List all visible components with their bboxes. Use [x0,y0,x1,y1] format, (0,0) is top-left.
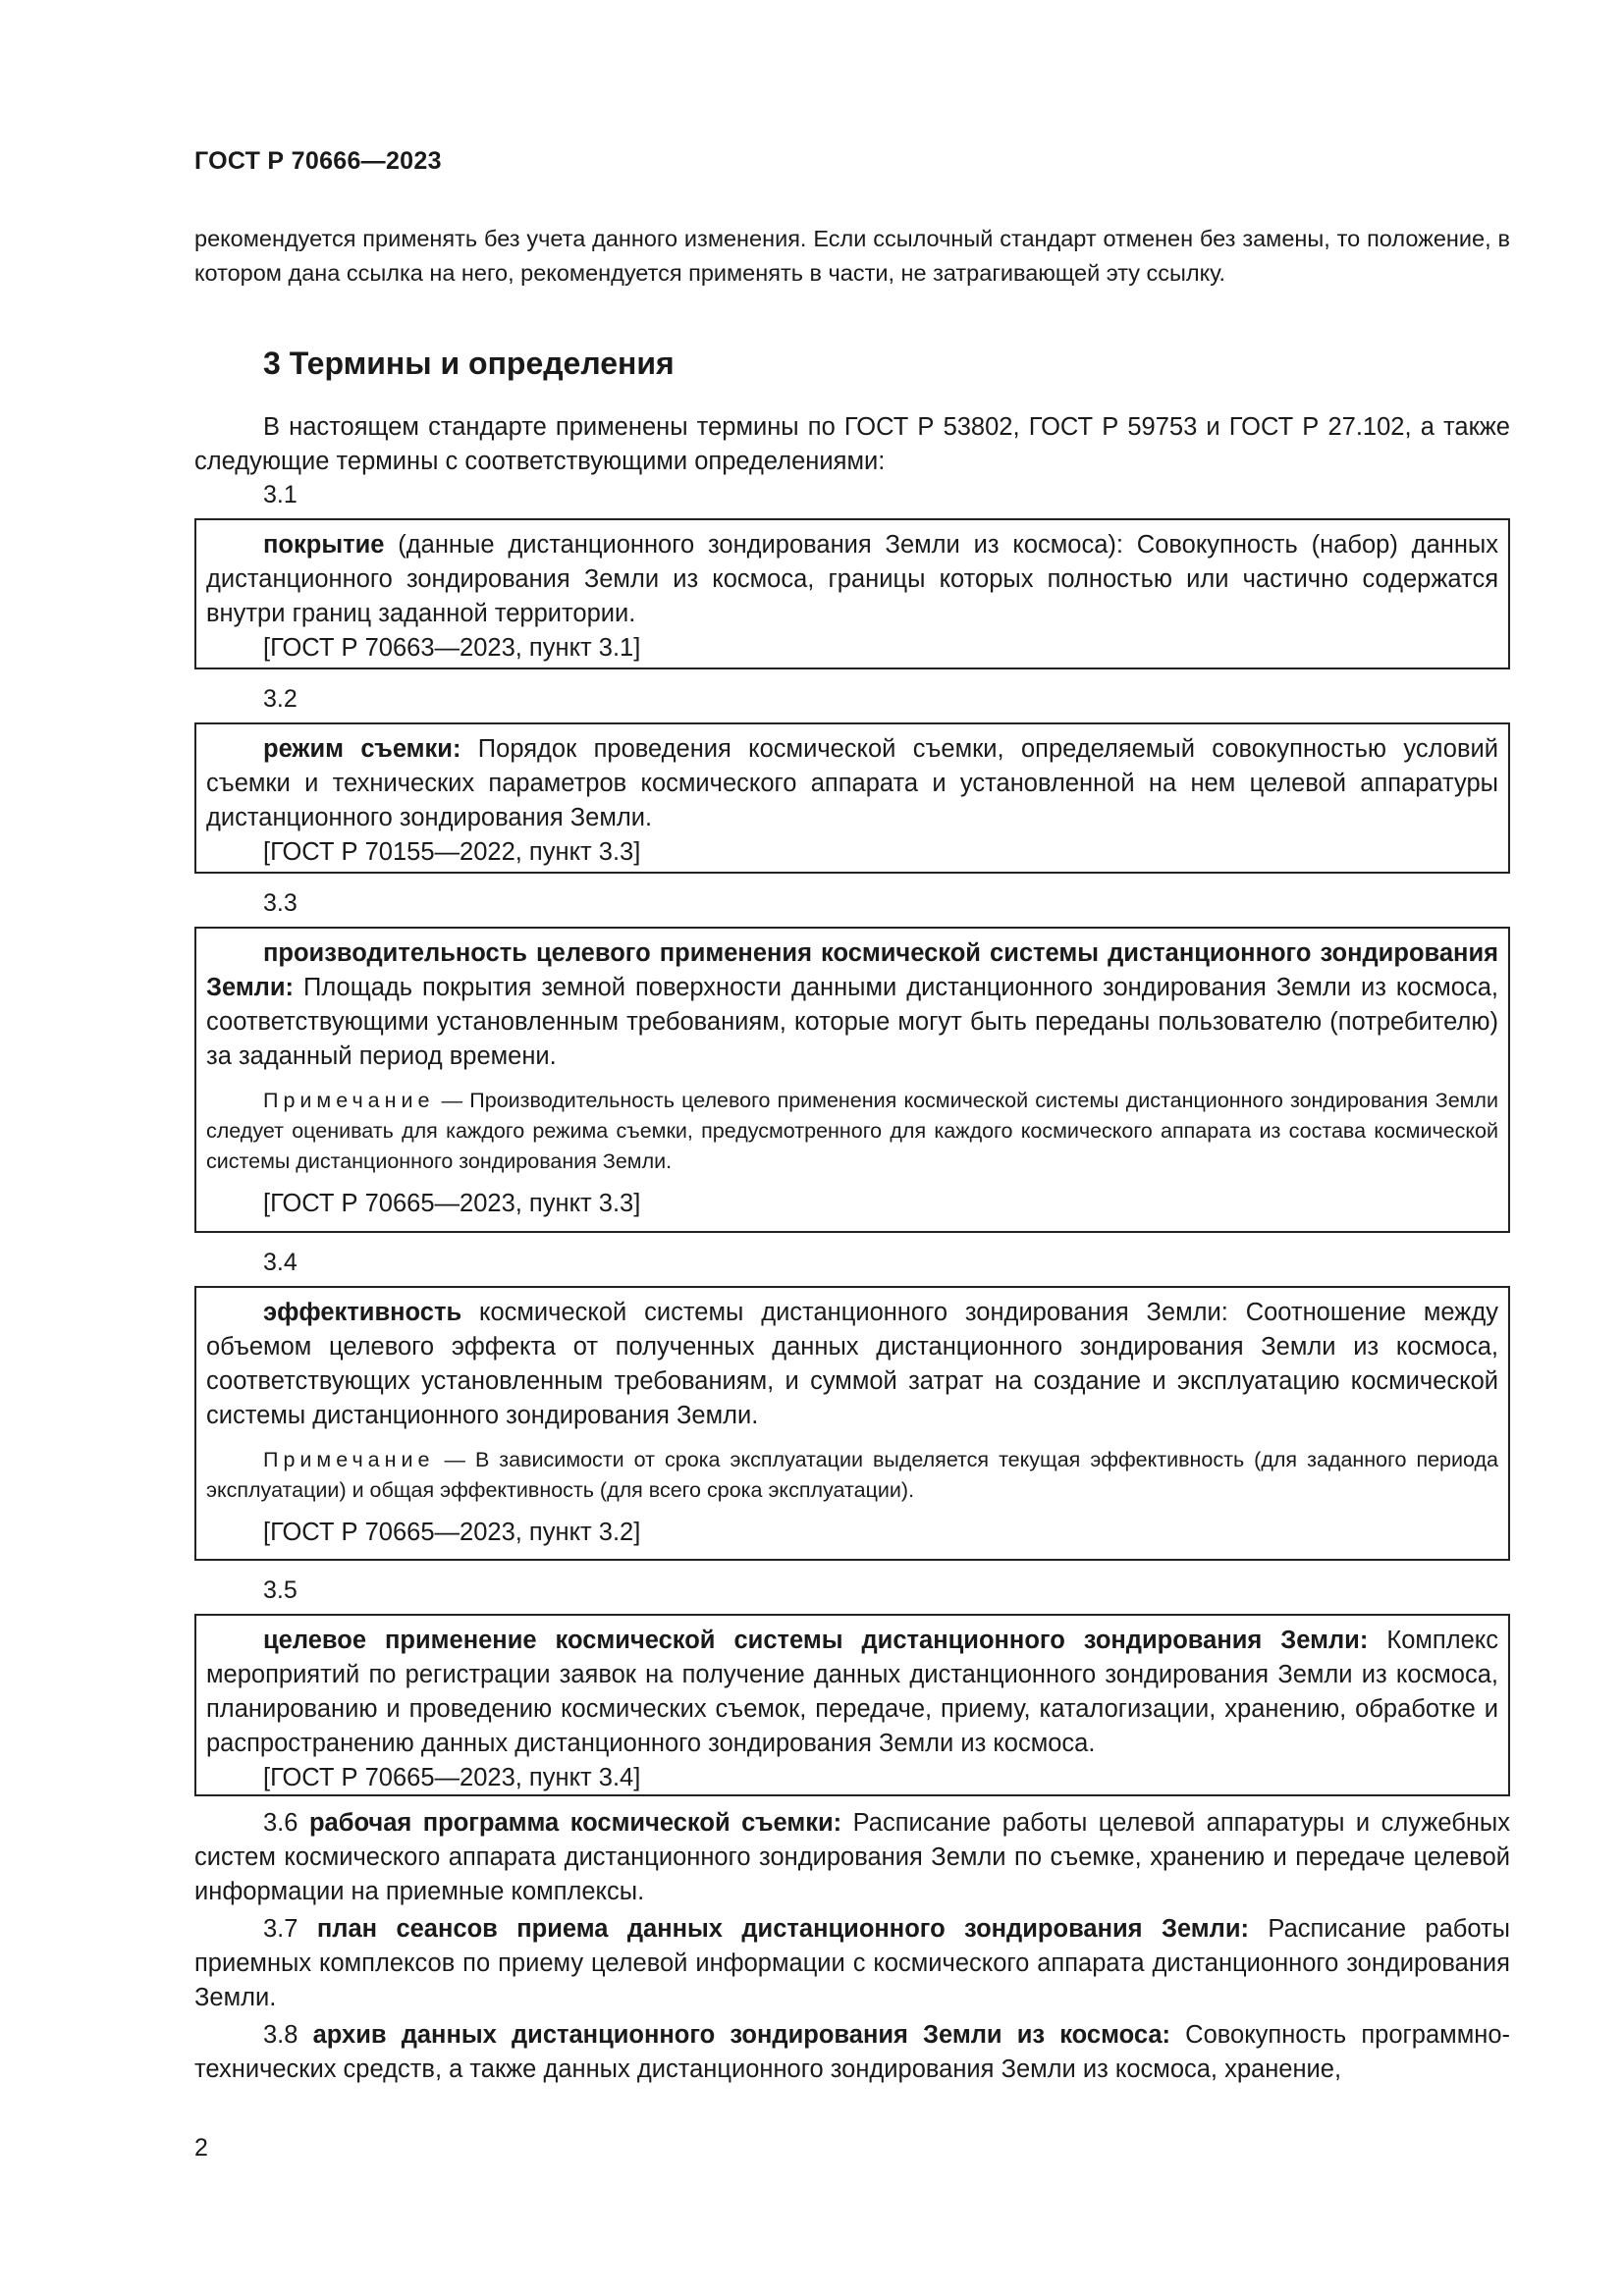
term-definition [206,1296,1498,1433]
term-text: Порядок проведения космической съемки, определяемый совокупностью условий съемки и технических параметров космического аппарата и установленной на нем целевой аппаратуры дистанционного зондирования Земли. [206,735,1498,831]
term-definition [206,936,1498,1074]
term-box-3-5 [194,1614,1510,1796]
term-definition [206,732,1498,835]
term-3-7 [194,1912,1510,2015]
term-text: Совокупность программно-технических средств, а также данных дистанционного зондирования Земли из космоса, хранение, [194,2021,1510,2083]
term-3-6 [194,1806,1510,1909]
term-definition [206,1624,1498,1761]
term-number: 3.1 [263,481,298,508]
term-number: 3.2 [263,685,298,713]
term-text: Расписание работы приемных комплексов по приему целевой информации с космического аппарата дистанционного зондирования Земли. [194,1915,1510,2011]
page-number: 2 [194,2134,208,2162]
term-source: [ГОСТ Р 70665—2023, пункт 3.2] [263,1519,641,1546]
term-box-3-4 [194,1286,1510,1561]
term-name: план сеансов приема данных дистанционного зондирования Земли: [316,1915,1250,1943]
term-name: рабочая программа космической съемки: [308,1809,842,1837]
term-text: (данные дистанционного зондирования Земли из космоса): Совокупность (набор) данных дистанционного зондирования Земли из космоса, границы которых полностью или частично содержатся внутри границ заданной территории. [206,531,1498,627]
term-3-8 [194,2018,1510,2087]
note-text: — Производительность целевого применения космической системы дистанционного зондирования Земли следует оценивать для каждого режима съемки, предусмотренного для каждого космического аппарата из состава космической системы дистанционного зондирования Земли. [206,1089,1498,1173]
intro-paragraph: рекомендуется применять без учета данного изменения. Если ссылочный стандарт отменен без замены, то положение, в котором дана ссылка на него, рекомендуется применять в части, не затрагивающей эту ссылку. [194,226,1510,286]
document-header: ГОСТ Р 70666—2023 [194,147,442,175]
term-name: режим съемки: [263,735,461,763]
term-source: [ГОСТ Р 70665—2023, пункт 3.3] [263,1190,641,1217]
term-number: 3.3 [263,889,298,917]
term-text: космической системы дистанционного зондирования Земли: Соотношение между объемом целевого эффекта от полученных данных дистанционного зондирования Земли из космоса, соответствующих установленным требованиям, и суммой затрат на создание и эксплуатацию космической системы дистанционного зондирования Земли. [206,1299,1498,1429]
term-text: Расписание работы целевой аппаратуры и служебных систем космического аппарата дистанционного зондирования Земли по съемке, хранению и передаче целевой информации на приемные комплексы. [194,1809,1510,1905]
note-label: Примечание [263,1448,435,1471]
term-source: [ГОСТ Р 70663—2023, пункт 3.1] [263,634,641,662]
term-box-3-2 [194,722,1510,874]
term-name: целевое применение космической системы дистанционного зондирования Земли: [263,1627,1369,1654]
section-intro: В настоящем стандарте применены термины по ГОСТ Р 53802, ГОСТ Р 59753 и ГОСТ Р 27.102, а также следующие термины с соответствующими определениями: [194,413,1510,475]
term-number: 3.6 [263,1809,298,1837]
term-definition [206,528,1498,631]
term-source: [ГОСТ Р 70155—2022, пункт 3.3] [263,838,641,866]
term-note [206,1445,1498,1506]
term-name: архив данных дистанционного зондирования Земли из космоса: [312,2021,1171,2049]
note-text: — В зависимости от срока эксплуатации выделяется текущая эффективность (для заданного периода эксплуатации) и общая эффективность (для всего срока эксплуатации). [206,1448,1498,1502]
term-source: [ГОСТ Р 70665—2023, пункт 3.4] [263,1764,641,1791]
term-text: Площадь покрытия земной поверхности данными дистанционного зондирования Земли из космоса, соответствующими установленным требованиям, которые могут быть переданы пользователю (потребителю) за заданный период времени. [206,974,1498,1070]
term-name: производительность целевого применения космической системы дистанционного зондирования Земли: [206,939,1498,1001]
note-label: Примечание [263,1089,435,1112]
term-number: 3.5 [263,1576,298,1604]
term-number: 3.4 [263,1249,298,1276]
section-title: 3 Термины и определения [263,346,675,381]
term-box-3-3 [194,927,1510,1233]
term-number: 3.8 [263,2021,298,2049]
term-note [206,1086,1498,1177]
term-name: покрытие [263,531,385,559]
term-text: Комплекс мероприятий по регистрации заявок на получение данных дистанционного зондирования Земли из космоса, планированию и проведению космических съемок, передаче, приему, каталогизации, хранению, обработке и распространению данных дистанционного зондирования Земли из космоса. [206,1627,1498,1757]
term-number: 3.7 [263,1915,298,1943]
term-name: эффективность [263,1299,462,1326]
term-box-3-1 [194,518,1510,669]
